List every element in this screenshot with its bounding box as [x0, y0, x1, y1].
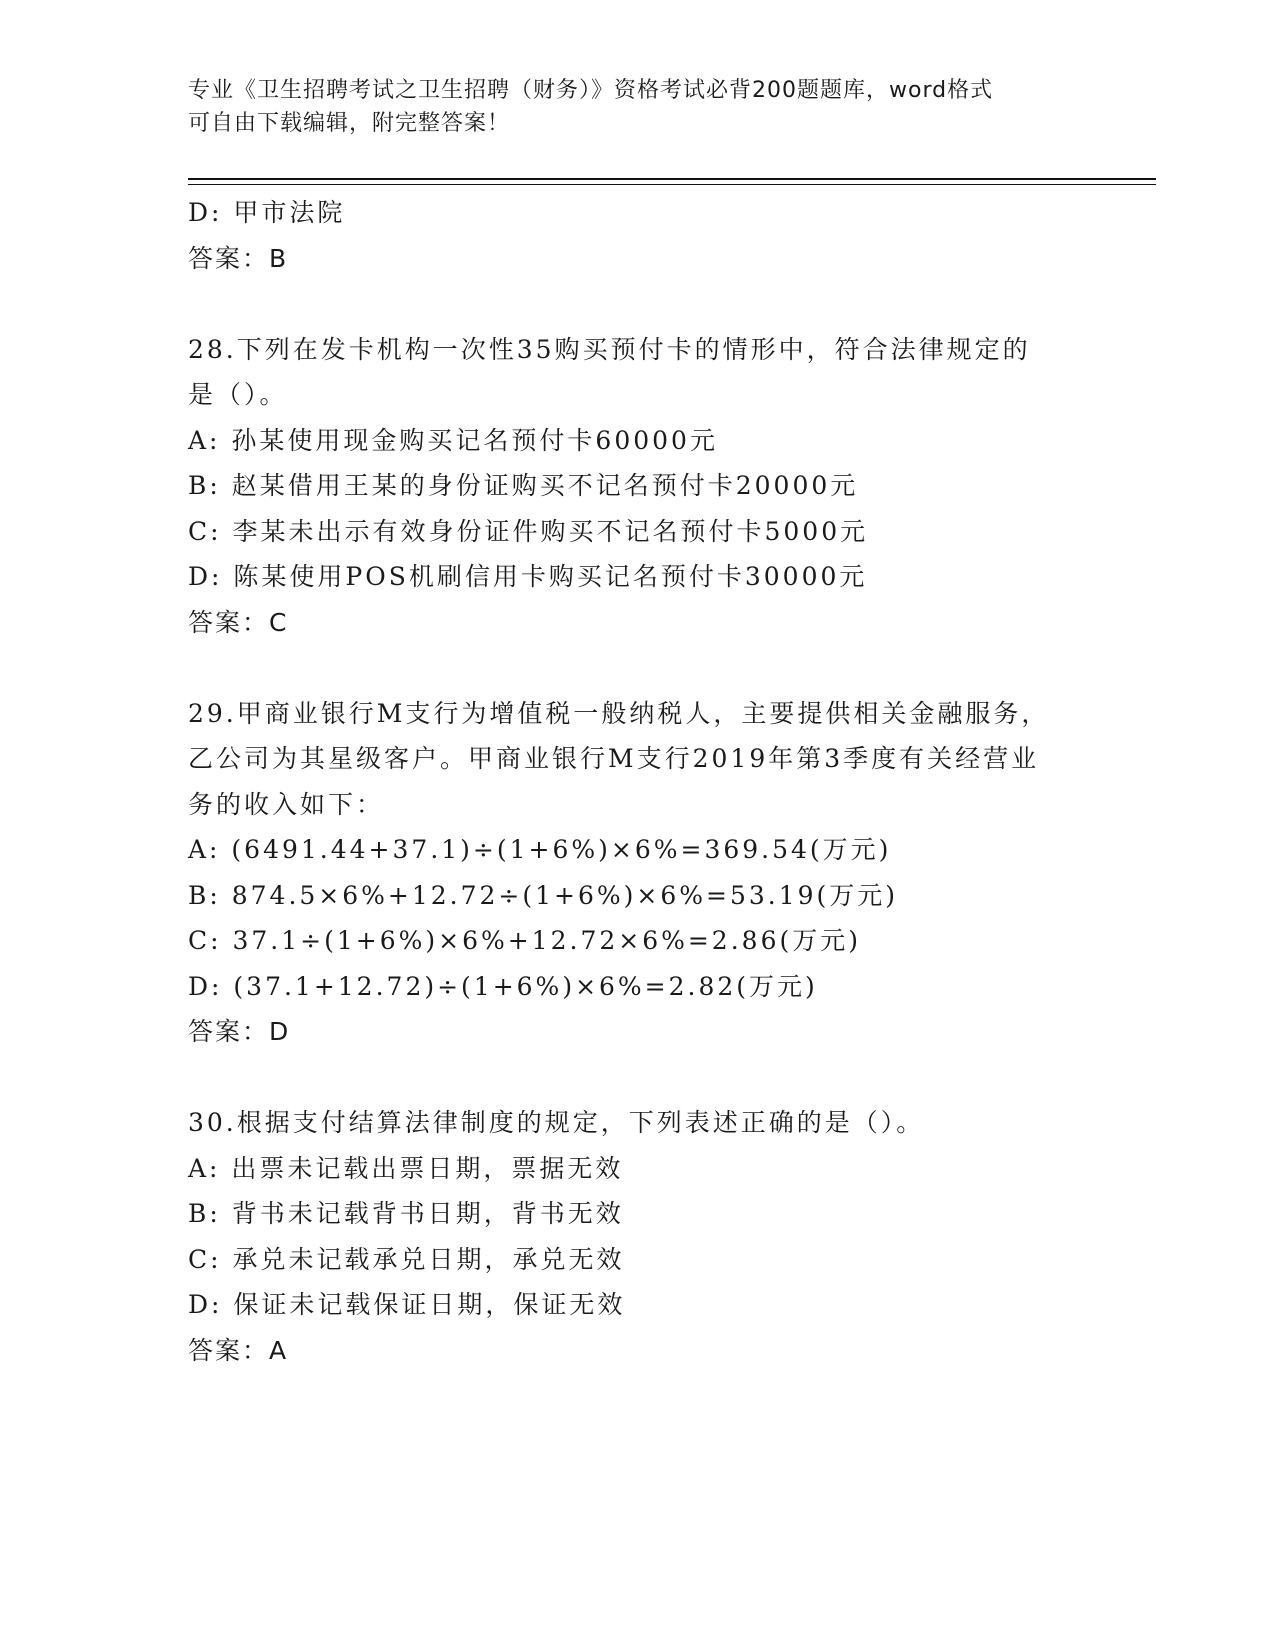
- question-stem: 28.下列在发卡机构一次性35购买预付卡的情形中，符合法律规定的: [188, 334, 1031, 364]
- option-a: A: 孙某使用现金购买记名预付卡60000元: [188, 425, 718, 455]
- option-c: C: 承兑未记载承兑日期，承兑无效: [188, 1244, 625, 1274]
- question-list: [188, 190, 1088, 1373]
- option-d: D: (37.1+12.72)÷(1+6%)×6%=2.82(万元): [188, 971, 818, 1001]
- option-b: B: 874.5×6%+12.72÷(1+6%)×6%=53.19(万元): [188, 880, 899, 910]
- option-c: C: 李某未出示有效身份证件购买不记名预付卡5000元: [188, 516, 869, 546]
- question-stem: 乙公司为其星级客户。甲商业银行M支行2019年第3季度有关经营业: [188, 744, 1040, 773]
- option-a: A: 出票未记载出票日期，票据无效: [188, 1153, 624, 1183]
- question-30: [188, 1100, 1088, 1373]
- answer: 答案：C: [188, 607, 289, 637]
- question-29: [188, 691, 1088, 1055]
- spacer: [188, 281, 1088, 327]
- question-28: [188, 327, 1088, 646]
- option-d: D: 陈某使用POS机刷信用卡购买记名预付卡30000元: [188, 562, 868, 591]
- answer: 答案：B: [188, 243, 289, 273]
- header-line-1: 专业《卫生招聘考试之卫生招聘（财务）》资格考试必背200题题库，word格式: [188, 78, 994, 103]
- option-c: C: 37.1÷(1+6%)×6%+12.72×6%=2.86(万元): [188, 926, 861, 955]
- answer: 答案：A: [188, 1335, 289, 1365]
- question-stem: 务的收入如下：: [188, 789, 385, 819]
- question-stem: 是（）。: [188, 380, 288, 409]
- question-27-tail: [188, 190, 1088, 281]
- option-a: A: (6491.44+37.1)÷(1+6%)×6%=369.54(万元): [188, 835, 892, 864]
- option-b: B: 背书未记载背书日期，背书无效: [188, 1199, 624, 1228]
- question-stem: 29.甲商业银行M支行为增值税一般纳税人，主要提供相关金融服务，: [188, 698, 1050, 728]
- option-d: D: 甲市法院: [188, 198, 346, 227]
- option-d: D: 保证未记载保证日期，保证无效: [188, 1290, 626, 1319]
- answer: 答案：D: [188, 1017, 291, 1046]
- option-b: B: 赵某借用王某的身份证购买不记名预付卡20000元: [188, 471, 859, 500]
- header-line-2: 可自由下载编辑，附完整答案！: [188, 111, 511, 136]
- spacer: [188, 645, 1088, 691]
- document-header: [188, 74, 1068, 140]
- spacer: [188, 1055, 1088, 1101]
- header-divider: [188, 178, 1156, 185]
- question-stem: 30.根据支付结算法律制度的规定，下列表述正确的是（）。: [188, 1108, 925, 1137]
